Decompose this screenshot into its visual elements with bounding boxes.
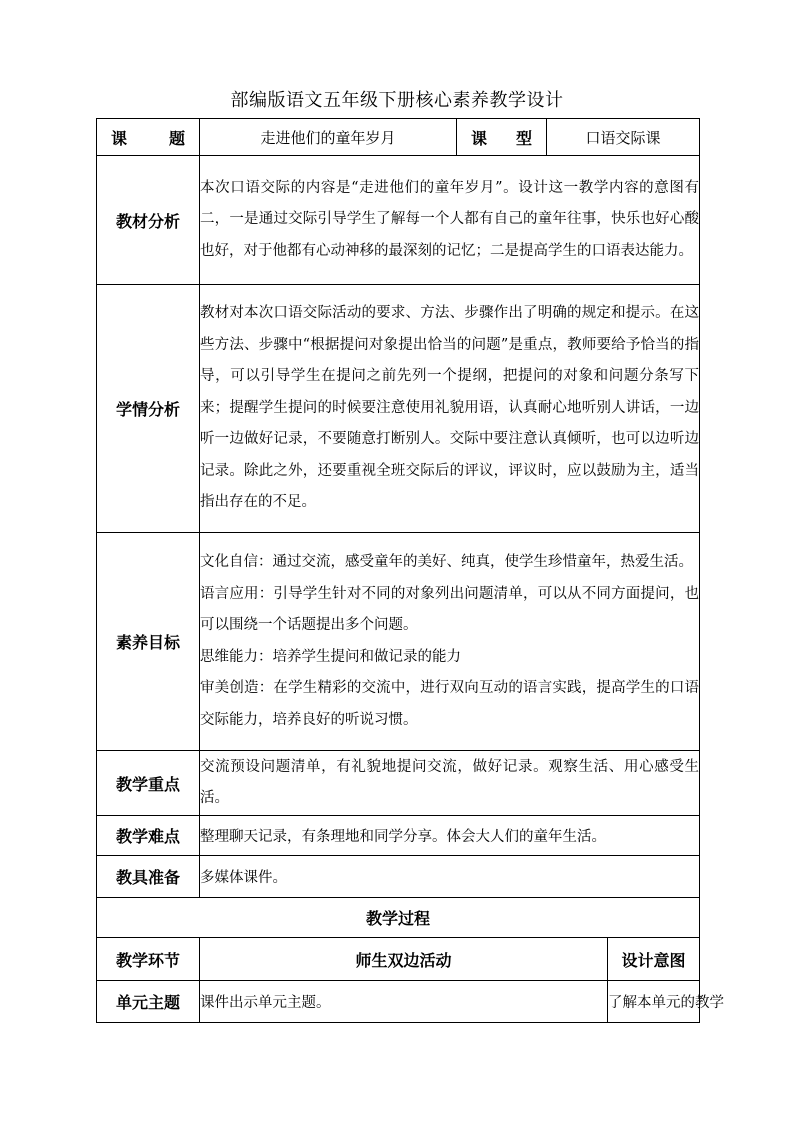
materials-prep-row [97, 856, 700, 898]
type-value: 口语交际课 [547, 119, 700, 156]
process-heading-row [97, 898, 700, 938]
material-analysis-label: 教材分析 [97, 156, 200, 285]
difficulties-row [97, 816, 700, 856]
key-points-row [97, 751, 700, 816]
materials-prep-text: 多媒体课件。 [200, 856, 700, 898]
lesson-plan-table [96, 118, 724, 1023]
col-intent-header: 设计意图 [608, 938, 700, 981]
document-title: 部编版语文五年级下册核心素养教学设计 [230, 90, 564, 111]
topic-label: 课 题 [97, 119, 200, 156]
col-stage-header: 教学环节 [97, 938, 200, 981]
student-analysis-row [97, 285, 700, 533]
key-points-text: 交流预设问题清单，有礼貌地提问交流，做好记录。观察生活、用心感受生活。 [200, 751, 700, 816]
col-activity-header: 师生双边活动 [200, 938, 608, 981]
goal-culture: 文化自信：通过交流，感受童年的美好、纯真，使学生珍惜童年，热爱生活。 [200, 554, 693, 570]
goals-label: 素养目标 [97, 533, 200, 751]
difficulties-label: 教学难点 [97, 816, 200, 856]
student-analysis-label: 学情分析 [97, 285, 200, 533]
type-label: 课 型 [457, 119, 547, 156]
header-row [97, 119, 700, 156]
process-columns-row [97, 938, 700, 981]
goal-aesthetic: 审美创造：在学生精彩的交流中，进行双向互动的语言实践，提高学生的口语交际能力，培养良好的听说习惯。 [200, 680, 700, 728]
table-row [97, 981, 700, 1023]
process-activity-cell: 课件出示单元主题。 [200, 981, 608, 1023]
goals-list [200, 533, 700, 751]
goal-language: 语言应用：引导学生针对不同的对象列出问题清单，可以从不同方面提问，也可以围绕一个话题提出多个问题。 [200, 585, 700, 633]
material-analysis-text: 本次口语交际的内容是“走进他们的童年岁月”。设计这一教学内容的意图有二，一是通过交际引导学生了解每一个人都有自己的童年往事，快乐也好心酸也好，对于他都有心动神移的最深刻的记忆；二是提高学生的口语表达能力。 [200, 156, 700, 285]
topic-value: 走进他们的童年岁月 [200, 119, 457, 156]
goals-row [97, 533, 700, 751]
material-analysis-row [97, 156, 700, 285]
student-analysis-text: 教材对本次口语交际活动的要求、方法、步骤作出了明确的规定和提示。在这些方法、步骤中“根据提问对象提出恰当的问题”是重点，教师要给予恰当的指导，可以引导学生在提问之前先列一个提纲，把提问的对象和问题分条写下来；提醒学生提问的时候要注意使用礼貌用语，认真耐心地听别人讲话，一边听一边做好记录，不要随意打断别人。交际中要注意认真倾听，也可以边听边记录。除此之外，还要重视全班交际后的评议，评议时，应以鼓励为主，适当指出存在的不足。 [200, 285, 700, 533]
process-stage-cell: 单元主题 [97, 981, 200, 1023]
materials-prep-label: 教具准备 [97, 856, 200, 898]
key-points-label: 教学重点 [97, 751, 200, 816]
process-intent-cell: 了解本单元的教学 [608, 981, 700, 1023]
process-heading: 教学过程 [97, 898, 700, 938]
goal-thinking: 思维能力：培养学生提问和做记录的能力 [200, 648, 461, 665]
difficulties-text: 整理聊天记录，有条理地和同学分享。体会大人们的童年生活。 [200, 816, 700, 856]
